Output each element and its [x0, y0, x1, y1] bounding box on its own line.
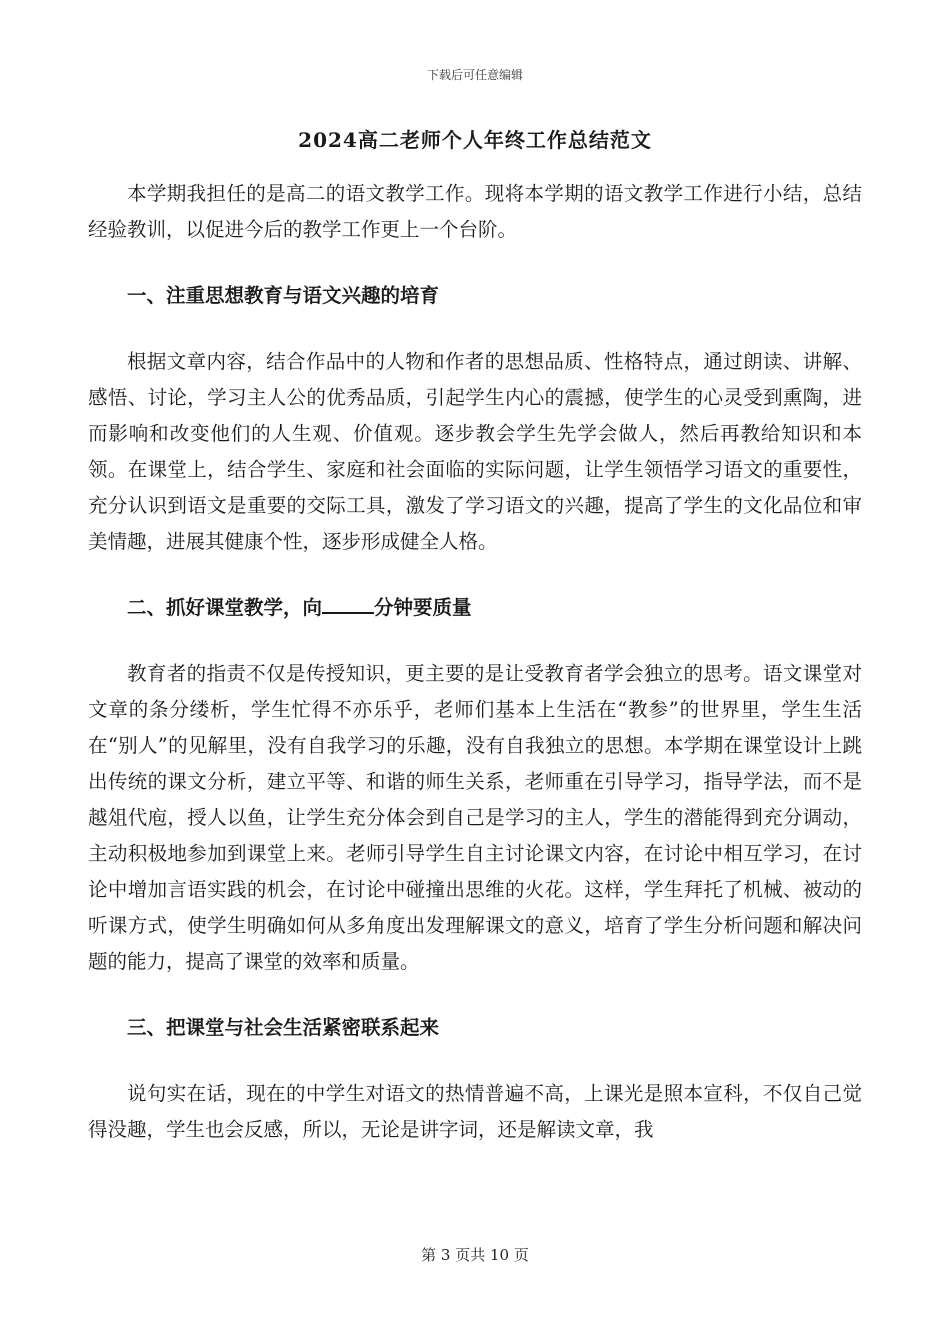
section-1-paragraph: 根据文章内容，结合作品中的人物和作者的思想品质、性格特点，通过朗读、讲解、感悟、讨论，学习主人公的优秀品质，引起学生内心的震撼，使学生的心灵受到熏陶，进而影响和改变他们的人生观、价值观。逐步教会学生先学会做人，然后再教给知识和本领。在课堂上，结合学生、家庭和社会面临的实际问题，让学生领悟学习语文的重要性，充分认识到语文是重要的交际工具，激发了学习语文的兴趣，提高了学生的文化品位和审美情趣，进展其健康个性，逐步形成健全人格。	[88, 350, 862, 553]
section-2-heading-end: 分钟要质量	[374, 596, 472, 619]
section-2-heading	[88, 590, 862, 626]
section-1-heading: 一、注重思想教育与语文兴趣的培育	[127, 284, 440, 307]
section-2-paragraph: 教育者的指责不仅是传授知识，更主要的是让受教育者学会独立的思考。语文课堂对文章的条分缕析，学生忙得不亦乐乎，老师们基本上生活在“教参”的世界里，学生生活在“别人”的见解里，没有自我学习的乐趣，没有自我独立的思想。本学期在课堂设计上跳出传统的课文分析，建立平等、和谐的师生关系，老师重在引导学习，指导学法，而不是越俎代庖，授人以鱼，让学生充分体会到自己是学习的主人，学生的潜能得到充分调动，主动积极地参加到课堂上来。老师引导学生自主讨论课文内容，在讨论中相互学习，在讨论中增加言语实践的机会，在讨论中碰撞出思维的火花。这样，学生拜托了机械、被动的听课方式，使学生明确如何从多角度出发理解课文的意义，培育了学生分析问题和解决问题的能力，提高了课堂的效率和质量。	[88, 662, 862, 973]
section-2-heading-start: 二、抓好课堂教学，向	[127, 596, 323, 619]
page-footer: 第 3 页共 10 页	[421, 1246, 529, 1264]
intro-paragraph: 本学期我担任的是高二的语文教学工作。现将本学期的语文教学工作进行小结，总结经验教训，以促进今后的教学工作更上一个台阶。	[88, 182, 862, 241]
section-3-paragraph: 说句实在话，现在的中学生对语文的热情普遍不高，上课光是照本宣科，不仅自己觉得没趣，学生也会反感，所以，无论是讲字词，还是解读文章，我	[88, 1082, 862, 1141]
section-3-heading: 三、把课堂与社会生活紧密联系起来	[127, 1016, 440, 1039]
document-title: 2024高二老师个人年终工作总结范文	[298, 128, 652, 152]
fill-in-blank	[322, 594, 374, 614]
header-note: 下载后可任意编辑	[426, 68, 523, 82]
document-body	[88, 176, 862, 1148]
